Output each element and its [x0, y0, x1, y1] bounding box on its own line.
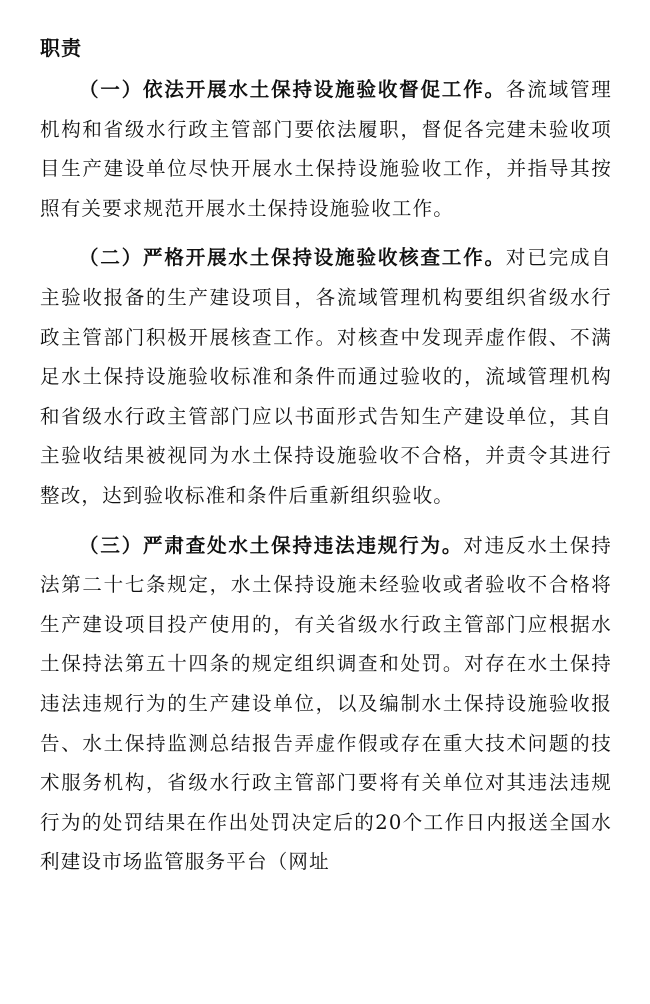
paragraph-1	[40, 70, 612, 228]
paragraph-2	[40, 238, 612, 515]
paragraph-3	[40, 526, 612, 882]
paragraph-3-body: 对违反水土保持法第二十七条规定，水土保持设施未经验收或者验收不合格将生产建设项目投产使用的，有关省级水行政主管部门应根据水土保持法第五十四条的规定组织调查和处罚。对存在水土保持违法违规行为的生产建设单位，以及编制水土保持设施验收报告、水土保持监测总结报告弄虚作假或存在重大技术问题的技术服务机构，省级水行政主管部门要将有关单位对其违法违规行为的处罚结果在作出处罚决定后的20个工作日内报送全国水利建设市场监管服务平台（网址	[40, 533, 612, 874]
paragraph-2-heading: （二）严格开展水土保持设施验收核查工作。	[79, 246, 506, 270]
section-title: 职责	[40, 36, 82, 60]
paragraph-2-body: 对已完成自主验收报备的生产建设项目，各流域管理机构要组织省级水行政主管部门积极开展核查工作。对核查中发现弄虚作假、不满足水土保持设施验收标准和条件而通过验收的，流域管理机构和省级水行政主管部门应以书面形式告知生产建设单位，其自主验收结果被视同为水土保持设施验收不合格，并责令其进行整改，达到验收标准和条件后重新组织验收。	[40, 246, 612, 507]
paragraph-3-heading: （三）严肃查处水土保持违法违规行为。	[79, 533, 464, 557]
paragraph-1-heading: （一）依法开展水土保持设施验收督促工作。	[79, 78, 506, 101]
paragraph-1-body: 各流域管理机构和省级水行政主管部门要依法履职，督促各完建未验收项目生产建设单位尽快开展水土保持设施验收工作，并指导其按照有关要求规范开展水土保持设施验收工作。	[40, 78, 612, 220]
